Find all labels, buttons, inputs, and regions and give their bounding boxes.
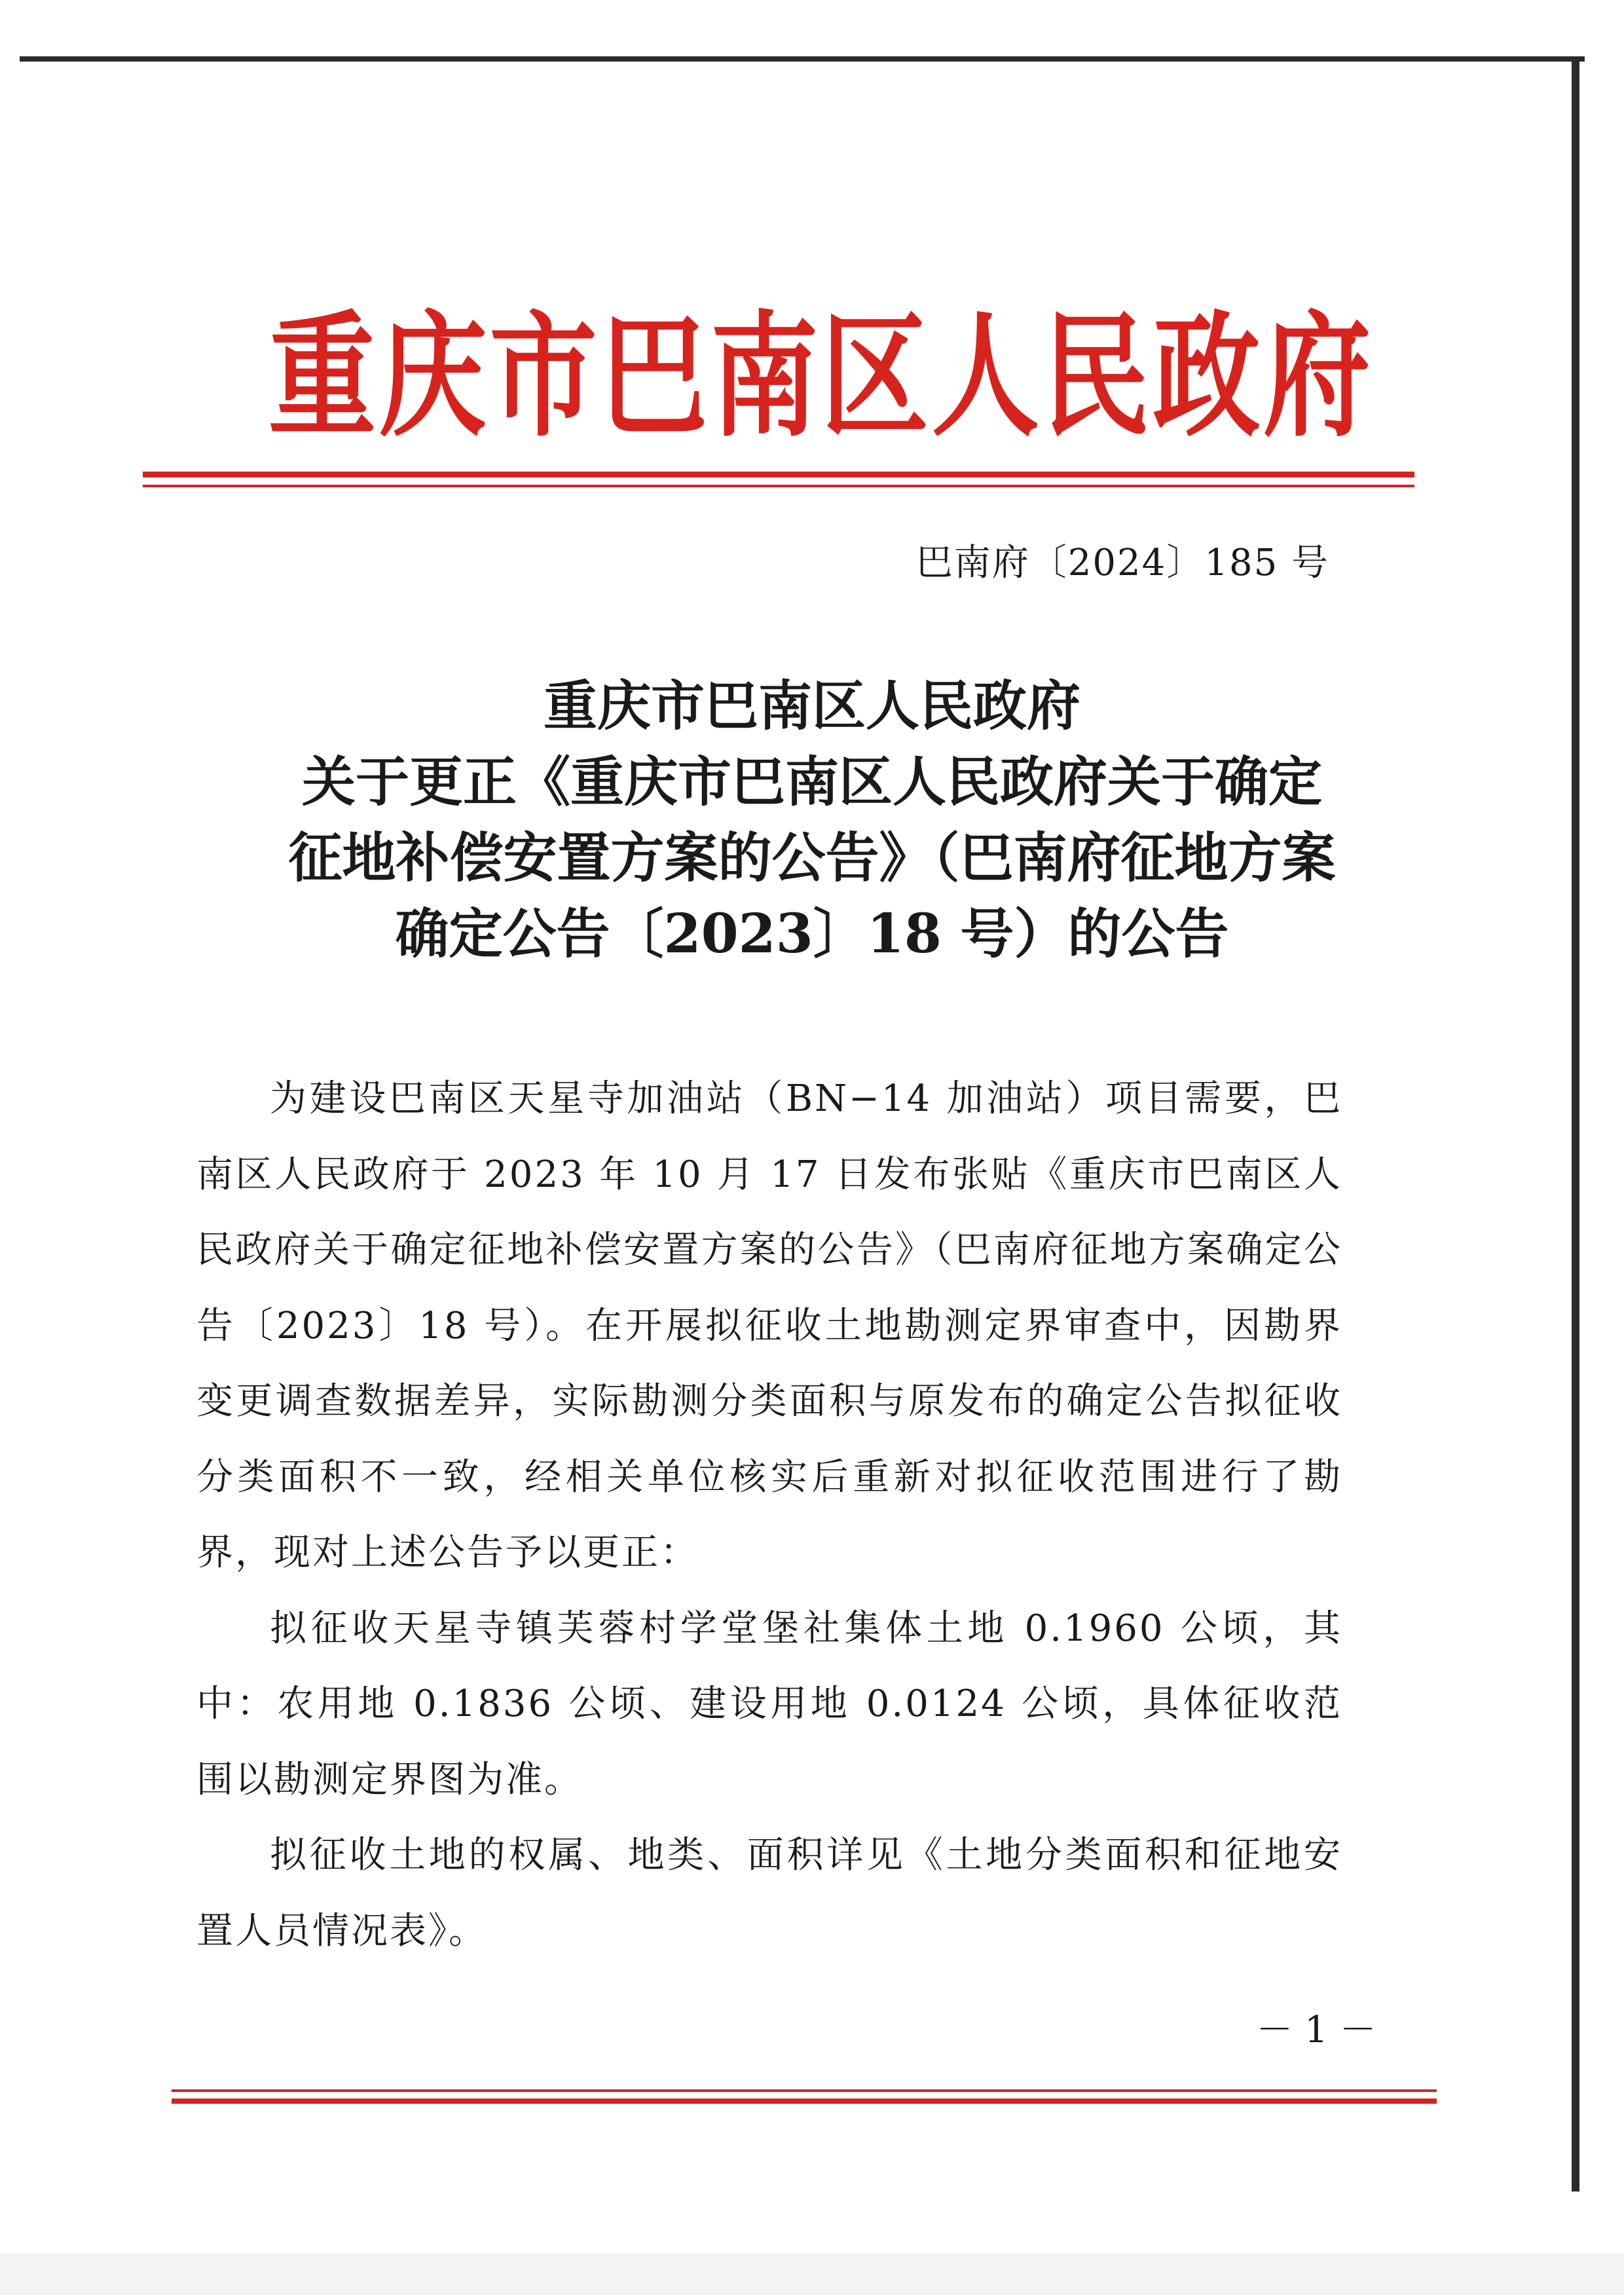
masthead: 重庆市巴南区人民政府 [268,298,1374,455]
title-line-3: 征地补偿安置方案的公告》（巴南府征地方案 [288,827,1336,889]
red-divider-top [143,472,1414,487]
body-text [196,1061,1342,1969]
paragraph-2: 拟征收天星寺镇芙蓉村学堂堡社集体土地 0.1960 公顷，其中：农用地 0.1836 公顷、建设用地 0.0124 公顷，具体征收范围以勘测定界图为准。 [196,1607,1342,1801]
scan-edge-right [1572,56,1579,2192]
scan-edge-bottom [0,2253,1624,2295]
title-line-4: 确定公告〔2023〕18 号）的公告 [395,903,1229,965]
paragraph-1: 为建设巴南区天星寺加油站（BN−14 加油站）项目需要，巴南区人民政府于 2023 年 10 月 17 日发布张贴《重庆市巴南区人民政府关于确定征地补偿安置方案的公告》（巴南府征地方案确定公告〔2023〕18 号）。在开展拟征收土地勘测定界审查中，因勘界变更调查数据差异，实际勘测分类面积与原发布的确定公告拟征收分类面积不一致，经相关单位核实后重新对拟征收范围进行了勘界，现对上述公告予以更正： [196,1077,1342,1574]
paragraph-3: 拟征收土地的权属、地类、面积详见《土地分类面积和征地安置人员情况表》。 [196,1834,1342,1952]
document-title [131,668,1493,972]
page-number: － 1 － [1256,2009,1376,2051]
scan-edge-top [20,56,1585,62]
document-number: 巴南府〔2024〕185 号 [915,542,1329,584]
title-line-1: 重庆市巴南区人民政府 [543,675,1080,737]
red-divider-bottom [172,2089,1437,2104]
title-line-2: 关于更正《重庆市巴南区人民政府关于确定 [301,751,1322,813]
